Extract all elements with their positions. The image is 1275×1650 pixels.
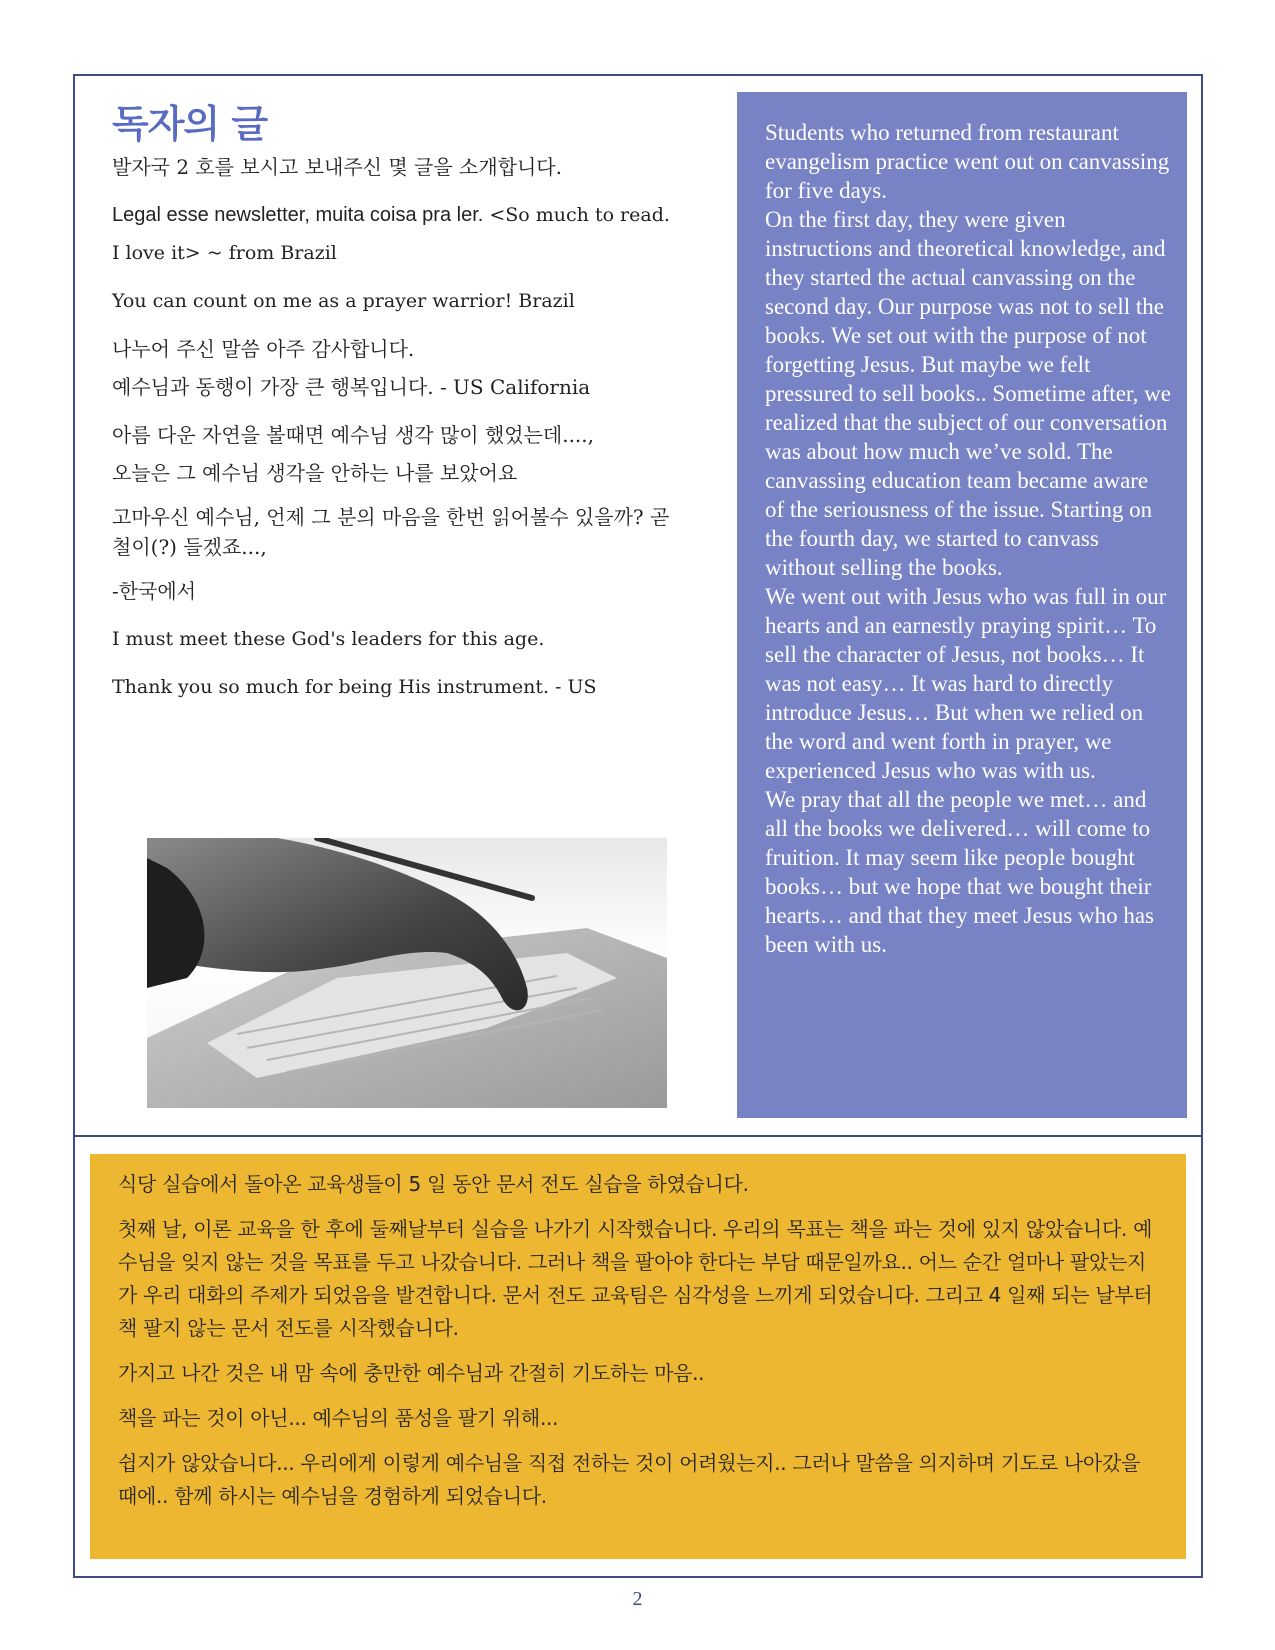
letter-line: 나누어 주신 말씀 아주 감사합니다.: [112, 337, 415, 361]
letter-line: 오늘은 그 예수님 생각을 안하는 나를 보았어요: [112, 461, 518, 485]
letters-list: [112, 196, 672, 706]
korean-story-box: [90, 1154, 1186, 1559]
letter-line: 예수님과 동행이 가장 큰 행복입니다. - US California: [112, 375, 591, 399]
letter-translation: <So much to read. I love it> ~ from Brazil: [112, 204, 670, 264]
korean-story-p2: 첫째 날, 이론 교육을 한 후에 둘째날부터 실습을 나가기 시작했습니다. 우리의 목표는 책을 파는 것에 있지 않았습니다. 예수님을 잊지 않는 것을 목표를 두고 나갔습니다. 그러나 책을 팔아야 한다는 부담 때문일까요.. 어느 순간 얼마나 팔았는지가 우리 대화의 주제가 되었음을 발견합니다. 문서 전도 교육팀은 심각성을 느끼게 되었습니다. 그리고 4 일째 되는 날부터 책 팔지 않는 문서 전도를 시작했습니다.: [118, 1217, 1153, 1340]
letter-brazil-2: You can count on me as a prayer warrior! Brazil: [112, 290, 575, 312]
english-story-p3: We went out with Jesus who was full in our hearts and an earnestly praying spirit… To sell the character of Jesus, not books… It was not easy… It was hard to directly introduce Jesus… But when we relied on the word and went forth in prayer, we experienced Jesus who was with us.: [765, 584, 1167, 783]
english-story-p4: We pray that all the people we met… and all the books we delivered… will come to fruition. It may seem like people bought books… but we hope that we bought their hearts… and that they meet Jesus who has been with us.: [765, 787, 1154, 957]
letter-us-california: [112, 330, 672, 406]
english-story-box: [737, 92, 1187, 1118]
intro-text: 발자국 2 호를 보시고 보내주신 몇 글을 소개합니다.: [112, 155, 562, 179]
korean-story-p3: 가지고 나간 것은 내 맘 속에 충만한 예수님과 간절히 기도하는 마음..: [118, 1361, 705, 1385]
korean-story-p1: 식당 실습에서 돌아온 교육생들이 5 일 동안 문서 전도 실습을 하였습니다.: [118, 1172, 749, 1196]
letter-korea-1: [112, 416, 672, 492]
korean-story-p4: 책을 파는 것이 아닌... 예수님의 품성을 팔기 위해...: [118, 1406, 559, 1430]
korean-story-p5: 쉽지가 않았습니다... 우리에게 이렇게 예수님을 직접 전하는 것이 어려웠는지.. 그러나 말씀을 의지하며 기도로 나아갔을 때에.. 함께 하시는 예수님을 경험하게 되었습니다.: [118, 1451, 1140, 1508]
english-story-p1: Students who returned from restaurant evangelism practice went out on canvassing for five days.: [765, 120, 1170, 203]
english-story-p2: On the first day, they were given instructions and theoretical knowledge, and they started the actual canvassing on the second day. Our purpose was not to sell the books. We set out with the purpose of not forgetting Jesus. But maybe we felt pressured to sell books.. Sometime after, we realized that the subject of our conversation was about how much we’ve sold. The canvassing education team became aware of the seriousness of the issue. Starting on the fourth day, we started to canvass without selling the books.: [765, 207, 1171, 580]
page-title: 독자의 글: [112, 102, 268, 146]
letter-line: 아름 다운 자연을 볼때면 예수님 생각 많이 했었는데....,: [112, 423, 595, 447]
laptop-hand-illustration: [147, 838, 667, 1108]
readers-letters-column: [112, 100, 672, 716]
letter-korea-2: 고마우신 예수님, 언제 그 분의 마음을 한번 읽어볼수 있을까? 곧 철이(?) 들겠죠...,: [112, 505, 670, 559]
letter-us-2: Thank you so much for being His instrument. - US: [112, 676, 597, 698]
laptop-typing-photo: [147, 838, 667, 1108]
letter-brazil-1: [112, 196, 672, 272]
letter-us-1: I must meet these God's leaders for this age.: [112, 628, 545, 650]
letter-korea-signature: -한국에서: [112, 579, 197, 603]
letter-portuguese: Legal esse newsletter, muita coisa pra ler.: [112, 204, 484, 226]
page-number: 2: [632, 1588, 643, 1610]
section-divider: [73, 1135, 1203, 1137]
